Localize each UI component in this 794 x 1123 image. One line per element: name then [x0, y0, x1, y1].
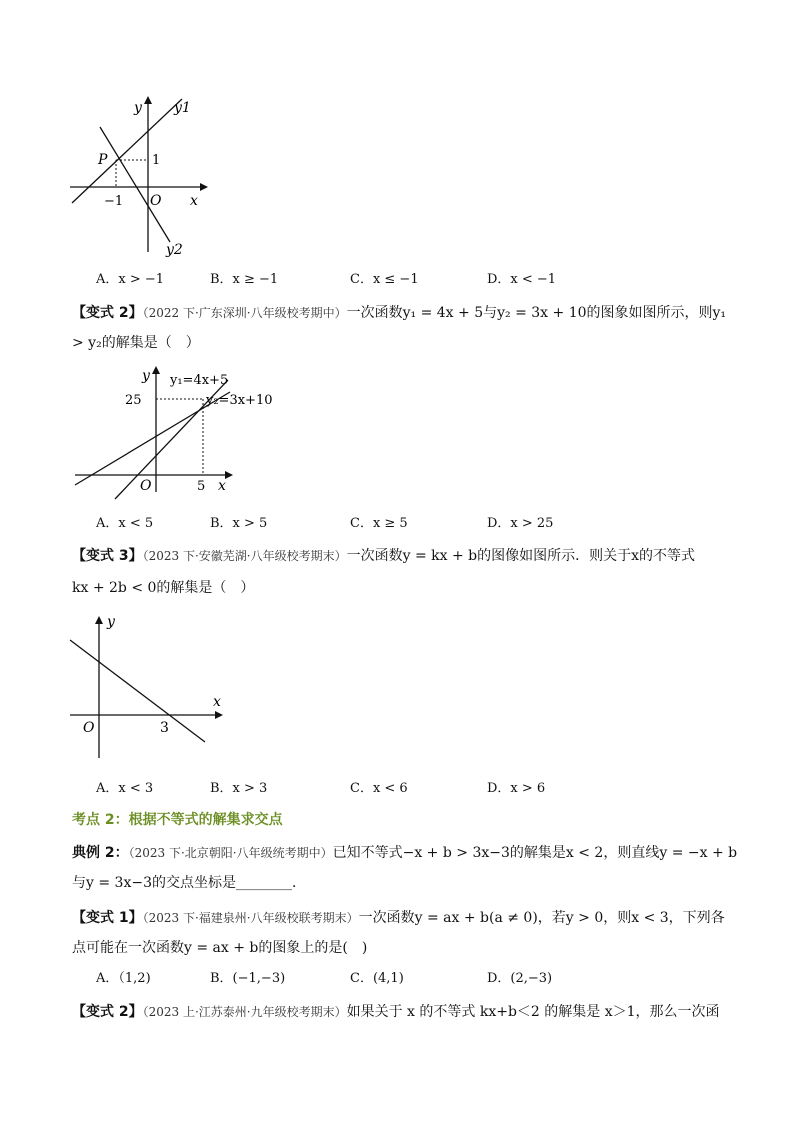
q4-option-d[interactable]: D．(2,−3)	[487, 971, 553, 986]
v1b-question	[72, 908, 725, 928]
graph-2	[70, 362, 290, 502]
v1b-source: （2023 下·福建泉州·八年级校联考期末）	[142, 911, 359, 925]
q1-option-d[interactable]: D．x < −1	[487, 272, 557, 287]
g2-x-label: x	[218, 478, 226, 494]
v3-source: （2023 下·安徽芜湖·八年级校考期末）	[142, 549, 347, 563]
v2b-question	[72, 1002, 720, 1022]
q4-option-a[interactable]: A．（1,2)	[96, 971, 151, 986]
q3-option-d[interactable]: D．x > 6	[487, 781, 546, 796]
v2-source: （2022 下·广东深圳·八年级校考期中）	[142, 306, 347, 320]
g1-p-label: P	[98, 152, 108, 168]
q2-option-c[interactable]: C．x ≥ 5	[350, 516, 408, 531]
ex2-text1: 已知不等式−x + b > 3x−3的解集是x < 2，则直线y = −x + b	[332, 845, 738, 861]
graph-3	[65, 610, 235, 760]
q1-option-a[interactable]: A．x > −1	[96, 272, 165, 287]
q2-option-b[interactable]: B．x > 5	[210, 516, 268, 531]
g3-tick-3: 3	[160, 720, 169, 736]
g1-tick-1: 1	[152, 153, 161, 168]
g3-y-label: y	[107, 614, 115, 630]
g1-origin: O	[150, 193, 162, 209]
v1b-text1: 一次函数y = ax + b(a ≠ 0)，若y > 0，则x < 3，下列各	[358, 910, 725, 926]
v1b-tag: 【变式 1】	[72, 910, 143, 926]
q4-option-b[interactable]: B．(−1,−3)	[210, 971, 286, 986]
g3-x-label: x	[213, 694, 221, 710]
g1-y-label: y	[134, 100, 142, 116]
v2-text1: 一次函数y₁ = 4x + 5与y₂ = 3x + 10的图象如图所示，则y₁	[346, 305, 727, 321]
v2b-tag: 【变式 2】	[72, 1004, 143, 1020]
v2b-source: （2023 上·江苏泰州·九年级校考期末）	[142, 1005, 347, 1019]
v2b-text1: 如果关于 x 的不等式 kx+b＜2 的解集是 x＞1，那么一次函	[346, 1004, 720, 1020]
q3-option-a[interactable]: A．x < 3	[96, 781, 154, 796]
q4-option-c[interactable]: C．(4,1)	[350, 971, 404, 986]
ex2-source: （2023 下·北京朝阳·八年级统考期中）	[128, 846, 333, 860]
v3-question	[72, 546, 695, 566]
v2-tag: 【变式 2】	[72, 305, 143, 321]
section-heading: 考点 2：根据不等式的解集求交点	[72, 812, 283, 828]
v2-question	[72, 303, 726, 323]
g1-y1-label: y1	[174, 100, 191, 116]
v1b-text2: 点可能在一次函数y = ax + b的图象上的是( )	[72, 940, 368, 956]
graph-1	[60, 92, 220, 262]
g2-tick-25: 25	[125, 393, 142, 408]
q3-option-b[interactable]: B．x > 3	[210, 781, 268, 796]
q3-option-c[interactable]: C．x < 6	[350, 781, 408, 796]
v3-text1: 一次函数y = kx + b的图像如图所示．则关于x的不等式	[346, 548, 696, 564]
ex2-text2: 与y = 3x−3的交点坐标是________．	[72, 875, 306, 891]
v3-tag: 【变式 3】	[72, 548, 143, 564]
ex2-tag: 典例 2：	[72, 845, 129, 861]
q1-option-c[interactable]: C．x ≤ −1	[350, 272, 419, 287]
g1-y2-label: y2	[166, 242, 183, 258]
g2-line2-label: y₂=3x+10	[206, 393, 273, 408]
q1-option-b[interactable]: B．x ≥ −1	[210, 272, 279, 287]
g1-tick-neg1: −1	[104, 194, 124, 209]
q2-option-d[interactable]: D．x > 25	[487, 516, 554, 531]
g2-y-label: y	[142, 368, 150, 384]
v3-text2: kx + 2b < 0的解集是（ ）	[72, 580, 255, 596]
g1-x-label: x	[190, 193, 198, 209]
v2-text2: > y₂的解集是（ ）	[72, 335, 200, 351]
g3-origin: O	[83, 720, 95, 736]
g2-tick-5: 5	[197, 479, 206, 494]
g2-line1-label: y₁=4x+5	[170, 373, 229, 388]
q2-option-a[interactable]: A．x < 5	[96, 516, 154, 531]
g2-origin: O	[140, 478, 152, 494]
ex2-question	[72, 843, 737, 863]
